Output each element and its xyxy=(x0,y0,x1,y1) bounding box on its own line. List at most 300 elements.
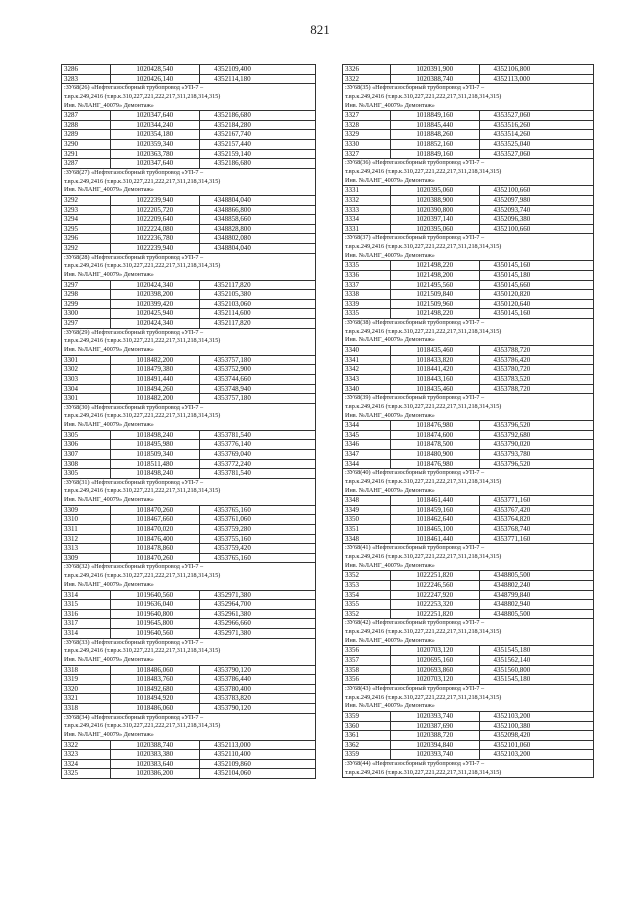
y-coordinate-cell: 4350120,640 xyxy=(493,299,531,308)
parcel-header-line: Инв. №ЛАНГ_40079» Демонтаж» xyxy=(345,176,435,184)
x-coordinate-cell: 1018443,160 xyxy=(391,375,480,384)
y-coordinate-cell: 4352100,660 xyxy=(493,224,531,233)
table-row xyxy=(342,309,594,319)
x-coordinate-cell: 1018478,860 xyxy=(111,544,201,553)
point-number-cell: 3357 xyxy=(343,656,391,665)
table-row xyxy=(342,365,594,375)
point-number-cell: 3292 xyxy=(62,244,111,253)
point-number-cell: 3298 xyxy=(62,290,111,299)
point-number-cell: 3319 xyxy=(62,675,111,684)
x-coordinate-cell: 1020387,690 xyxy=(391,722,480,731)
x-coordinate-cell: 1018845,440 xyxy=(391,121,480,130)
y-coordinate-cell: 4353768,740 xyxy=(493,525,531,534)
point-number-cell: 3311 xyxy=(62,525,111,534)
table-row xyxy=(61,535,316,545)
table-row xyxy=(61,300,316,310)
parcel-header-line: Инв. №ЛАНГ_40079» Демонтаж» xyxy=(345,702,435,710)
table-row xyxy=(342,140,594,150)
table-row xyxy=(61,196,316,206)
parcel-header-line: т.вр.к.249,2416 (т.вр.к.310,227,221,222,217,311,218,314,315) xyxy=(64,92,221,100)
point-number-cell: 3344 xyxy=(343,460,391,469)
x-coordinate-cell: 1018462,640 xyxy=(391,515,480,524)
parcel-header-line: т.вр.к.249,2416 (т.вр.к.310,227,221,222,217,311,218,314,315) xyxy=(64,337,221,345)
x-coordinate-cell: 1020395,060 xyxy=(391,225,480,234)
x-coordinate-cell: 1020703,120 xyxy=(391,675,480,684)
y-coordinate-cell: 4353780,720 xyxy=(493,365,531,374)
parcel-header xyxy=(61,714,316,741)
table-row xyxy=(342,186,594,196)
point-number-cell: 3352 xyxy=(343,610,391,619)
y-coordinate-cell: 4353744,660 xyxy=(214,374,251,383)
y-coordinate-cell: 4353796,520 xyxy=(493,459,531,468)
x-coordinate-cell: 1022247,920 xyxy=(391,591,480,600)
x-coordinate-cell: 1022253,320 xyxy=(391,600,480,609)
y-coordinate-cell: 4352109,400 xyxy=(214,65,251,73)
x-coordinate-cell: 1022251,820 xyxy=(391,571,480,580)
y-coordinate-cell: 4353759,420 xyxy=(214,544,251,553)
point-number-cell: 3294 xyxy=(62,215,111,224)
y-coordinate-cell: 4352109,860 xyxy=(214,759,251,768)
parcel-header-line: т.вр.к.249,2416 (т.вр.к.310,227,221,222,217,311,218,314,315) xyxy=(64,572,221,580)
point-number-cell: 3356 xyxy=(343,675,391,684)
x-coordinate-cell: 1022205,720 xyxy=(111,206,201,215)
table-row xyxy=(342,675,594,685)
point-number-cell: 3343 xyxy=(343,375,391,384)
x-coordinate-cell: 1018495,980 xyxy=(111,440,201,449)
y-coordinate-cell: 4352093,740 xyxy=(493,205,531,214)
parcel-header xyxy=(342,544,594,571)
point-number-cell: 3340 xyxy=(343,346,391,355)
point-number-cell: 3361 xyxy=(343,731,391,740)
point-number-cell: 3329 xyxy=(343,130,391,139)
parcel-header-line: :ЗУ68(44) «Нефтегазосборный трубопровод «УП-7 – xyxy=(345,759,485,767)
parcel-header-line: т.вр.к.249,2416 (т.вр.к.310,227,221,222,217,311,218,314,315) xyxy=(345,628,502,636)
table-row xyxy=(342,261,594,271)
point-number-cell: 3301 xyxy=(62,356,111,365)
table-row xyxy=(342,450,594,460)
parcel-header-line: Инв. №ЛАНГ_40079» Демонтаж» xyxy=(345,486,435,494)
point-number-cell: 3352 xyxy=(343,571,391,580)
parcel-header-line: Инв. №ЛАНГ_40079» Демонтаж» xyxy=(64,655,154,663)
x-coordinate-cell: 1020359,340 xyxy=(111,140,201,149)
y-coordinate-cell: 4348802,080 xyxy=(214,234,251,243)
parcel-header-line: т.вр.к.249,2416 (т.вр.к.310,227,221,222,217,311,218,314,315) xyxy=(64,412,221,420)
parcel-header-line: :ЗУ68(30) «Нефтегазосборный трубопровод «УП-7 – xyxy=(64,403,204,411)
table-row xyxy=(61,450,316,460)
parcel-header xyxy=(61,329,316,356)
table-row xyxy=(342,656,594,666)
y-coordinate-cell: 4353790,120 xyxy=(214,704,251,712)
table-row xyxy=(61,356,316,366)
parcel-header xyxy=(342,619,594,646)
table-row xyxy=(342,75,594,85)
point-number-cell: 3305 xyxy=(62,431,111,440)
y-coordinate-cell: 4352167,740 xyxy=(214,130,251,139)
parcel-header-line: :ЗУ68(40) «Нефтегазосборный трубопровод «УП-7 – xyxy=(345,469,485,477)
point-number-cell: 3330 xyxy=(343,140,391,149)
point-number-cell: 3290 xyxy=(62,140,111,149)
parcel-header-line: Инв. №ЛАНГ_40079» Демонтаж» xyxy=(64,186,154,194)
point-number-cell: 3346 xyxy=(343,440,391,449)
parcel-header-line: :ЗУ68(34) «Нефтегазосборный трубопровод «УП-7 – xyxy=(64,713,204,721)
y-coordinate-cell: 4353764,820 xyxy=(493,515,531,524)
parcel-header-line: Инв. №ЛАНГ_40079» Демонтаж» xyxy=(345,101,435,109)
y-coordinate-cell: 4352966,660 xyxy=(214,619,251,628)
x-coordinate-cell: 1020344,240 xyxy=(111,121,201,130)
parcel-header xyxy=(61,639,316,666)
x-coordinate-cell: 1022224,080 xyxy=(111,225,201,234)
y-coordinate-cell: 4353765,160 xyxy=(214,553,251,562)
y-coordinate-cell: 4350145,160 xyxy=(493,261,531,270)
y-coordinate-cell: 4352097,980 xyxy=(493,195,531,204)
table-row xyxy=(61,704,316,714)
y-coordinate-cell: 4348805,500 xyxy=(493,609,531,618)
table-row xyxy=(342,271,594,281)
point-number-cell: 3291 xyxy=(62,150,111,159)
y-coordinate-cell: 4352186,680 xyxy=(214,111,251,120)
y-coordinate-cell: 4352159,140 xyxy=(214,149,251,158)
table-row xyxy=(61,375,316,385)
x-coordinate-cell: 1020388,720 xyxy=(391,731,480,740)
x-coordinate-cell: 1020428,540 xyxy=(111,65,201,74)
table-row xyxy=(61,281,316,291)
point-number-cell: 3358 xyxy=(343,666,391,675)
x-coordinate-cell: 1018435,460 xyxy=(391,385,480,394)
y-coordinate-cell: 4353761,060 xyxy=(214,515,251,524)
table-row xyxy=(342,346,594,356)
point-number-cell: 3327 xyxy=(343,150,391,159)
table-row xyxy=(61,431,316,441)
point-number-cell: 3341 xyxy=(343,356,391,365)
x-coordinate-cell: 1020425,940 xyxy=(111,309,201,318)
table-row xyxy=(342,130,594,140)
point-number-cell: 3327 xyxy=(343,111,391,120)
y-coordinate-cell: 4352117,820 xyxy=(214,319,251,328)
y-coordinate-cell: 4352103,200 xyxy=(493,750,531,759)
y-coordinate-cell: 4350145,180 xyxy=(493,271,531,280)
parcel-header-line: :ЗУ68(35) «Нефтегазосборный трубопровод «УП-7 – xyxy=(345,84,485,92)
table-row xyxy=(342,300,594,310)
parcel-header xyxy=(342,84,594,111)
x-coordinate-cell: 1018492,680 xyxy=(111,685,201,694)
x-coordinate-cell: 1020424,340 xyxy=(111,319,201,328)
parcel-header-line: Инв. №ЛАНГ_40079» Демонтаж» xyxy=(64,731,154,738)
parcel-header-line: т.вр.к.249,2416 (т.вр.к.310,227,221,222,217,311,218,314,315) xyxy=(64,722,221,730)
x-coordinate-cell: 1020383,640 xyxy=(111,760,201,769)
table-row xyxy=(61,741,316,751)
x-coordinate-cell: 1020347,640 xyxy=(111,159,201,168)
y-coordinate-cell: 4352964,700 xyxy=(214,600,251,609)
x-coordinate-cell: 1018476,980 xyxy=(391,460,480,469)
x-coordinate-cell: 1018470,260 xyxy=(111,554,201,563)
point-number-cell: 3288 xyxy=(62,121,111,130)
table-row xyxy=(61,506,316,516)
point-number-cell: 3324 xyxy=(62,760,111,769)
y-coordinate-cell: 4353790,020 xyxy=(493,440,531,449)
x-coordinate-cell: 1022209,640 xyxy=(111,215,201,224)
table-row xyxy=(61,215,316,225)
table-row xyxy=(342,356,594,366)
parcel-header-line: Инв. №ЛАНГ_40079» Демонтаж» xyxy=(345,561,435,569)
y-coordinate-cell: 4350120,820 xyxy=(493,290,531,299)
table-row xyxy=(61,591,316,601)
x-coordinate-cell: 1018470,020 xyxy=(111,525,201,534)
x-coordinate-cell: 1020693,860 xyxy=(391,666,480,675)
parcel-header-line: Инв. №ЛАНГ_40079» Демонтаж» xyxy=(64,421,154,429)
y-coordinate-cell: 4353516,260 xyxy=(493,120,531,129)
x-coordinate-cell: 1020398,200 xyxy=(111,290,201,299)
parcel-header xyxy=(61,479,316,506)
table-row xyxy=(61,75,316,85)
x-coordinate-cell: 1020393,740 xyxy=(391,712,480,721)
point-number-cell: 3300 xyxy=(62,309,111,318)
x-coordinate-cell: 1022251,820 xyxy=(391,610,480,619)
y-coordinate-cell: 4353772,240 xyxy=(214,459,251,468)
y-coordinate-cell: 4348828,800 xyxy=(214,224,251,233)
table-row xyxy=(342,215,594,225)
x-coordinate-cell: 1019640,560 xyxy=(111,591,201,600)
page-number: 821 xyxy=(310,22,330,37)
table-row xyxy=(61,319,316,329)
parcel-header-line: :ЗУ68(43) «Нефтегазосборный трубопровод «УП-7 – xyxy=(345,684,485,692)
point-number-cell: 3295 xyxy=(62,225,111,234)
table-row xyxy=(61,685,316,695)
table-row xyxy=(342,111,594,121)
y-coordinate-cell: 4351562,140 xyxy=(493,656,531,665)
x-coordinate-cell: 1020703,120 xyxy=(391,646,480,655)
parcel-header-line: :ЗУ68(41) «Нефтегазосборный трубопровод «УП-7 – xyxy=(345,544,485,552)
table-row xyxy=(342,206,594,216)
y-coordinate-cell: 4352184,280 xyxy=(214,120,251,129)
table-row xyxy=(61,394,316,404)
x-coordinate-cell: 1018467,660 xyxy=(111,515,201,524)
table-row xyxy=(342,496,594,506)
table-row xyxy=(342,121,594,131)
y-coordinate-cell: 4353781,540 xyxy=(214,469,251,478)
x-coordinate-cell: 1019645,800 xyxy=(111,619,201,628)
parcel-header xyxy=(61,169,316,196)
table-row xyxy=(61,769,316,779)
point-number-cell: 3320 xyxy=(62,685,111,694)
y-coordinate-cell: 4353783,820 xyxy=(214,694,251,703)
point-number-cell: 3318 xyxy=(62,666,111,675)
parcel-header-line: Инв. №ЛАНГ_40079» Демонтаж» xyxy=(345,636,435,644)
point-number-cell: 3349 xyxy=(343,506,391,515)
x-coordinate-cell: 1018498,240 xyxy=(111,431,201,440)
point-number-cell: 3301 xyxy=(62,394,111,403)
point-number-cell: 3335 xyxy=(343,261,391,270)
parcel-header-line: т.вр.к.249,2416 (т.вр.к.310,227,221,222,217,311,218,314,315) xyxy=(345,402,502,410)
y-coordinate-cell: 4353769,040 xyxy=(214,449,251,458)
table-row xyxy=(342,515,594,525)
table-row xyxy=(342,150,594,160)
point-number-cell: 3307 xyxy=(62,450,111,459)
point-number-cell: 3336 xyxy=(343,271,391,280)
table-row xyxy=(61,694,316,704)
point-number-cell: 3350 xyxy=(343,515,391,524)
x-coordinate-cell: 1020397,140 xyxy=(391,215,480,224)
parcel-header xyxy=(342,469,594,496)
parcel-header-line: :ЗУ68(33) «Нефтегазосборный трубопровод «УП-7 – xyxy=(64,638,204,646)
x-coordinate-cell: 1018494,260 xyxy=(111,385,201,394)
parcel-header-line: т.вр.к.249,2416 (т.вр.к.310,227,221,222,217,311,218,314,315) xyxy=(345,552,502,560)
table-row xyxy=(342,646,594,656)
table-row xyxy=(342,281,594,291)
point-number-cell: 3344 xyxy=(343,421,391,430)
table-row xyxy=(342,64,594,75)
table-row xyxy=(61,150,316,160)
parcel-header-line: Инв. №ЛАНГ_40079» Демонтаж» xyxy=(64,346,154,354)
x-coordinate-cell: 1018486,060 xyxy=(111,666,201,675)
table-row xyxy=(342,385,594,395)
y-coordinate-cell: 4352105,380 xyxy=(214,290,251,299)
parcel-header-line: :ЗУ68(42) «Нефтегазосборный трубопровод «УП-7 – xyxy=(345,619,485,627)
y-coordinate-cell: 4353786,440 xyxy=(214,675,251,684)
y-coordinate-cell: 4353788,720 xyxy=(493,346,531,355)
point-number-cell: 3289 xyxy=(62,130,111,139)
parcel-header xyxy=(342,685,594,712)
point-number-cell: 3342 xyxy=(343,365,391,374)
x-coordinate-cell: 1018465,100 xyxy=(391,525,480,534)
y-coordinate-cell: 4353781,540 xyxy=(214,430,251,439)
y-coordinate-cell: 4353780,400 xyxy=(214,684,251,693)
point-number-cell: 3326 xyxy=(343,65,391,74)
x-coordinate-cell: 1018486,060 xyxy=(111,704,201,713)
table-row xyxy=(61,469,316,479)
table-row xyxy=(61,525,316,535)
point-number-cell: 3334 xyxy=(343,215,391,224)
y-coordinate-cell: 4353783,520 xyxy=(493,374,531,383)
point-number-cell: 3308 xyxy=(62,460,111,469)
y-coordinate-cell: 4352098,420 xyxy=(493,731,531,740)
parcel-header-line: Инв. №ЛАНГ_40079» Демонтаж» xyxy=(345,336,435,344)
table-row xyxy=(342,591,594,601)
table-row xyxy=(342,722,594,732)
table-row xyxy=(342,440,594,450)
table-row xyxy=(61,440,316,450)
table-row xyxy=(61,130,316,140)
point-number-cell: 3322 xyxy=(62,741,111,750)
table-row xyxy=(61,666,316,676)
table-row xyxy=(342,460,594,470)
point-number-cell: 3313 xyxy=(62,544,111,553)
x-coordinate-cell: 1020388,740 xyxy=(391,75,480,84)
x-coordinate-cell: 1020388,740 xyxy=(111,741,201,750)
table-row xyxy=(61,760,316,770)
x-coordinate-cell: 1022239,940 xyxy=(111,244,201,253)
point-number-cell: 3347 xyxy=(343,450,391,459)
point-number-cell: 3299 xyxy=(62,300,111,309)
parcel-header-line: т.вр.к.249,2416 (т.вр.к.310,227,221,222,217,311,218,314,315) xyxy=(64,262,221,270)
y-coordinate-cell: 4352961,380 xyxy=(214,609,251,618)
x-coordinate-cell: 1020354,180 xyxy=(111,130,201,139)
parcel-header xyxy=(342,760,594,778)
x-coordinate-cell: 1019640,800 xyxy=(111,610,201,619)
point-number-cell: 3296 xyxy=(62,234,111,243)
x-coordinate-cell: 1018849,160 xyxy=(391,150,480,159)
y-coordinate-cell: 4352100,660 xyxy=(493,186,531,195)
x-coordinate-cell: 1018435,460 xyxy=(391,346,480,355)
point-number-cell: 3312 xyxy=(62,535,111,544)
y-coordinate-cell: 4348866,800 xyxy=(214,205,251,214)
point-number-cell: 3309 xyxy=(62,554,111,563)
table-row xyxy=(61,610,316,620)
y-coordinate-cell: 4353790,120 xyxy=(214,665,251,674)
table-row xyxy=(342,375,594,385)
table-row xyxy=(342,610,594,620)
parcel-header-line: Инв. №ЛАНГ_40079» Демонтаж» xyxy=(64,270,154,278)
parcel-header-line: :ЗУ68(28) «Нефтегазосборный трубопровод «УП-7 – xyxy=(64,253,204,261)
y-coordinate-cell: 4352106,800 xyxy=(493,65,531,73)
x-coordinate-cell: 1022246,560 xyxy=(391,581,480,590)
y-coordinate-cell: 4352113,000 xyxy=(214,740,251,749)
table-row xyxy=(342,571,594,581)
x-coordinate-cell: 1018433,820 xyxy=(391,356,480,365)
x-coordinate-cell: 1021509,840 xyxy=(391,290,480,299)
point-number-cell: 3359 xyxy=(343,712,391,721)
point-number-cell: 3331 xyxy=(343,186,391,195)
table-row xyxy=(61,121,316,131)
parcel-header-line: т.вр.к.249,2416 (т.вр.к.310,227,221,222,217,311,218,314,315) xyxy=(345,693,502,701)
table-row xyxy=(342,290,594,300)
table-row xyxy=(342,712,594,722)
x-coordinate-cell: 1020390,800 xyxy=(391,206,480,215)
y-coordinate-cell: 4351560,800 xyxy=(493,665,531,674)
y-coordinate-cell: 4353792,680 xyxy=(493,430,531,439)
x-coordinate-cell: 1018509,340 xyxy=(111,450,201,459)
table-row xyxy=(342,525,594,535)
y-coordinate-cell: 4352104,060 xyxy=(214,769,251,778)
point-number-cell: 3314 xyxy=(62,591,111,600)
point-number-cell: 3317 xyxy=(62,619,111,628)
parcel-header-line: :ЗУ68(39) «Нефтегазосборный трубопровод «УП-7 – xyxy=(345,394,485,402)
x-coordinate-cell: 1018511,480 xyxy=(111,460,201,469)
y-coordinate-cell: 4348799,840 xyxy=(493,590,531,599)
y-coordinate-cell: 4351545,180 xyxy=(493,646,531,655)
table-row xyxy=(61,544,316,554)
x-coordinate-cell: 1018849,160 xyxy=(391,111,480,120)
x-coordinate-cell: 1020347,640 xyxy=(111,111,201,120)
y-coordinate-cell: 4352186,680 xyxy=(214,159,251,168)
point-number-cell: 3337 xyxy=(343,281,391,290)
point-number-cell: 3356 xyxy=(343,646,391,655)
point-number-cell: 3323 xyxy=(62,750,111,759)
point-number-cell: 3353 xyxy=(343,581,391,590)
point-number-cell: 3359 xyxy=(343,750,391,759)
point-number-cell: 3287 xyxy=(62,159,111,168)
point-number-cell: 3331 xyxy=(343,225,391,234)
parcel-header-line: т.вр.к.249,2416 (т.вр.к.310,227,221,222,217,311,218,314,315) xyxy=(345,327,502,335)
x-coordinate-cell: 1020363,780 xyxy=(111,150,201,159)
table-row xyxy=(61,365,316,375)
table-row xyxy=(342,421,594,431)
y-coordinate-cell: 4353757,180 xyxy=(214,394,251,403)
y-coordinate-cell: 4348802,240 xyxy=(493,580,531,589)
x-coordinate-cell: 1020399,420 xyxy=(111,300,201,309)
point-number-cell: 3303 xyxy=(62,375,111,384)
point-number-cell: 3304 xyxy=(62,385,111,394)
y-coordinate-cell: 4353527,060 xyxy=(493,111,531,120)
parcel-header-line: :ЗУ68(37) «Нефтегазосборный трубопровод «УП-7 – xyxy=(345,234,485,242)
point-number-cell: 3321 xyxy=(62,694,111,703)
x-coordinate-cell: 1018848,260 xyxy=(391,130,480,139)
parcel-header-line: :ЗУ68(29) «Нефтегазосборный трубопровод «УП-7 – xyxy=(64,328,204,336)
parcel-header-line: т.вр.к.249,2416 (т.вр.к.310,227,221,222,217,311,218,314,315) xyxy=(345,768,502,776)
y-coordinate-cell: 4353793,780 xyxy=(493,449,531,458)
table-row xyxy=(61,309,316,319)
table-row xyxy=(342,750,594,760)
table-row xyxy=(61,64,316,75)
